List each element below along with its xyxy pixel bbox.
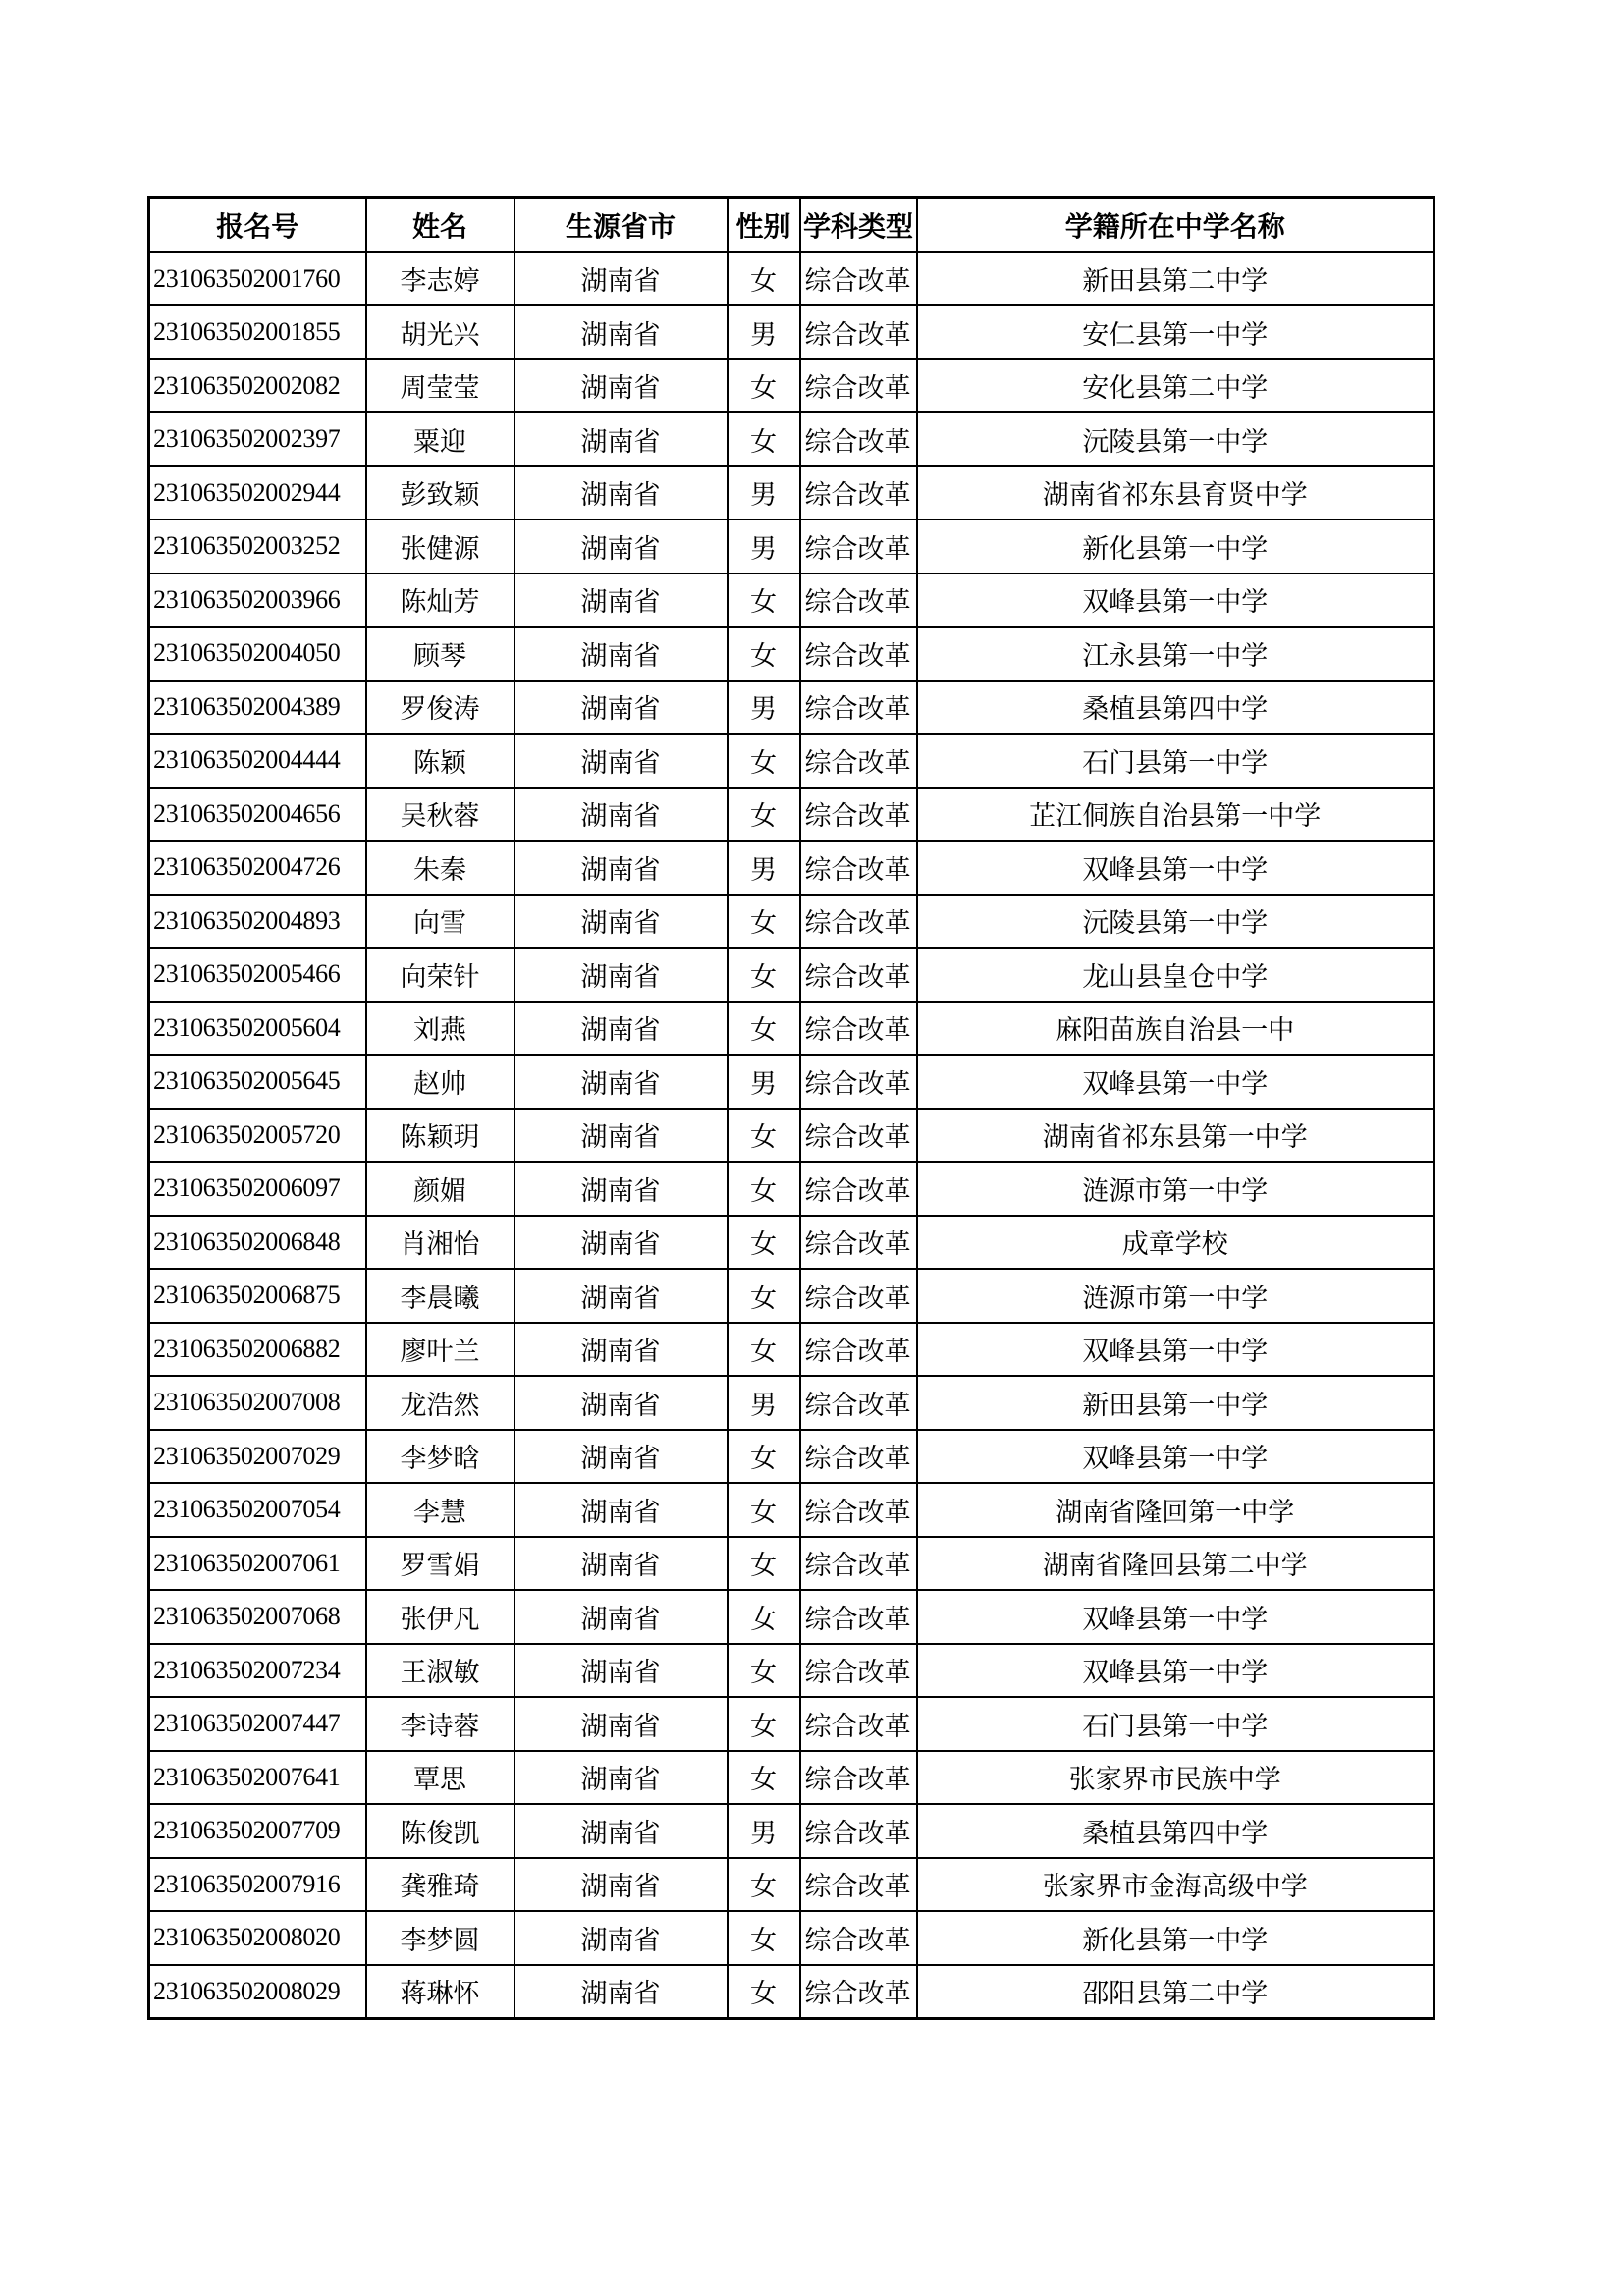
origin-province-cell: 湖南省	[514, 519, 728, 574]
gender-cell: 女	[728, 1644, 800, 1698]
school-name-cell: 成章学校	[917, 1216, 1435, 1270]
subject-type-cell: 综合改革	[800, 1162, 917, 1216]
registration-number-cell: 231063502007234	[149, 1644, 366, 1698]
origin-province-cell: 湖南省	[514, 1430, 728, 1484]
name-cell: 张健源	[366, 519, 514, 574]
origin-province-cell: 湖南省	[514, 1323, 728, 1377]
subject-type-cell: 综合改革	[800, 1055, 917, 1109]
origin-province-cell: 湖南省	[514, 1804, 728, 1858]
subject-type-cell: 综合改革	[800, 1323, 917, 1377]
name-cell: 刘燕	[366, 1002, 514, 1056]
origin-province-cell: 湖南省	[514, 895, 728, 949]
origin-province-cell: 湖南省	[514, 1162, 728, 1216]
gender-cell: 男	[728, 305, 800, 359]
table-row	[149, 519, 1435, 574]
registration-number-cell: 231063502004389	[149, 681, 366, 735]
subject-type-cell: 综合改革	[800, 1430, 917, 1484]
registration-number-cell: 231063502007029	[149, 1430, 366, 1484]
admission-list-table	[147, 196, 1435, 2020]
header-origin-province: 生源省市	[514, 198, 728, 252]
school-name-cell: 新化县第一中学	[917, 519, 1435, 574]
school-name-cell: 涟源市第一中学	[917, 1162, 1435, 1216]
registration-number-cell: 231063502004893	[149, 895, 366, 949]
header-registration-number: 报名号	[149, 198, 366, 252]
table-row	[149, 841, 1435, 895]
table-row	[149, 305, 1435, 359]
school-name-cell: 安化县第二中学	[917, 359, 1435, 413]
school-name-cell: 安仁县第一中学	[917, 305, 1435, 359]
name-cell: 陈颖玥	[366, 1109, 514, 1163]
subject-type-cell: 综合改革	[800, 252, 917, 306]
table-header	[149, 198, 1435, 252]
table-row	[149, 1911, 1435, 1965]
registration-number-cell: 231063502006875	[149, 1269, 366, 1323]
subject-type-cell: 综合改革	[800, 895, 917, 949]
origin-province-cell: 湖南省	[514, 1216, 728, 1270]
school-name-cell: 麻阳苗族自治县一中	[917, 1002, 1435, 1056]
subject-type-cell: 综合改革	[800, 1804, 917, 1858]
subject-type-cell: 综合改革	[800, 1858, 917, 1912]
origin-province-cell: 湖南省	[514, 466, 728, 520]
name-cell: 赵帅	[366, 1055, 514, 1109]
gender-cell: 女	[728, 1858, 800, 1912]
table-body	[149, 252, 1435, 2019]
name-cell: 顾琴	[366, 627, 514, 681]
gender-cell: 女	[728, 1002, 800, 1056]
school-name-cell: 湖南省祁东县第一中学	[917, 1109, 1435, 1163]
registration-number-cell: 231063502001760	[149, 252, 366, 306]
registration-number-cell: 231063502006848	[149, 1216, 366, 1270]
gender-cell: 女	[728, 1965, 800, 2019]
table-row	[149, 1269, 1435, 1323]
gender-cell: 男	[728, 841, 800, 895]
origin-province-cell: 湖南省	[514, 1858, 728, 1912]
name-cell: 李晨曦	[366, 1269, 514, 1323]
table-row	[149, 1644, 1435, 1698]
subject-type-cell: 综合改革	[800, 574, 917, 628]
registration-number-cell: 231063502008020	[149, 1911, 366, 1965]
name-cell: 朱秦	[366, 841, 514, 895]
table-row	[149, 1590, 1435, 1644]
subject-type-cell: 综合改革	[800, 681, 917, 735]
school-name-cell: 桑植县第四中学	[917, 681, 1435, 735]
header-subject-type: 学科类型	[800, 198, 917, 252]
school-name-cell: 张家界市民族中学	[917, 1751, 1435, 1805]
subject-type-cell: 综合改革	[800, 788, 917, 842]
gender-cell: 女	[728, 734, 800, 788]
subject-type-cell: 综合改革	[800, 948, 917, 1002]
subject-type-cell: 综合改革	[800, 1590, 917, 1644]
school-name-cell: 湖南省祁东县育贤中学	[917, 466, 1435, 520]
registration-number-cell: 231063502004444	[149, 734, 366, 788]
school-name-cell: 桑植县第四中学	[917, 1804, 1435, 1858]
subject-type-cell: 综合改革	[800, 1965, 917, 2019]
table-row	[149, 466, 1435, 520]
subject-type-cell: 综合改革	[800, 519, 917, 574]
table-row	[149, 1697, 1435, 1751]
origin-province-cell: 湖南省	[514, 1055, 728, 1109]
table-row	[149, 1537, 1435, 1591]
name-cell: 李志婷	[366, 252, 514, 306]
registration-number-cell: 231063502007916	[149, 1858, 366, 1912]
subject-type-cell: 综合改革	[800, 1002, 917, 1056]
origin-province-cell: 湖南省	[514, 1002, 728, 1056]
table-row	[149, 1162, 1435, 1216]
origin-province-cell: 湖南省	[514, 1965, 728, 2019]
table-row	[149, 252, 1435, 306]
name-cell: 张伊凡	[366, 1590, 514, 1644]
subject-type-cell: 综合改革	[800, 1269, 917, 1323]
table-row	[149, 359, 1435, 413]
origin-province-cell: 湖南省	[514, 305, 728, 359]
name-cell: 陈颖	[366, 734, 514, 788]
name-cell: 蒋琳怀	[366, 1965, 514, 2019]
gender-cell: 男	[728, 1055, 800, 1109]
registration-number-cell: 231063502004726	[149, 841, 366, 895]
name-cell: 粟迎	[366, 412, 514, 466]
subject-type-cell: 综合改革	[800, 1376, 917, 1430]
table-row	[149, 1858, 1435, 1912]
registration-number-cell: 231063502002944	[149, 466, 366, 520]
registration-number-cell: 231063502007008	[149, 1376, 366, 1430]
registration-number-cell: 231063502004050	[149, 627, 366, 681]
gender-cell: 女	[728, 1751, 800, 1805]
school-name-cell: 新化县第一中学	[917, 1911, 1435, 1965]
subject-type-cell: 综合改革	[800, 1216, 917, 1270]
table-row	[149, 627, 1435, 681]
origin-province-cell: 湖南省	[514, 574, 728, 628]
name-cell: 陈俊凯	[366, 1804, 514, 1858]
gender-cell: 女	[728, 574, 800, 628]
origin-province-cell: 湖南省	[514, 1644, 728, 1698]
origin-province-cell: 湖南省	[514, 1697, 728, 1751]
subject-type-cell: 综合改革	[800, 1697, 917, 1751]
table-row	[149, 1430, 1435, 1484]
subject-type-cell: 综合改革	[800, 1751, 917, 1805]
school-name-cell: 石门县第一中学	[917, 734, 1435, 788]
school-name-cell: 湖南省隆回县第二中学	[917, 1537, 1435, 1591]
name-cell: 廖叶兰	[366, 1323, 514, 1377]
subject-type-cell: 综合改革	[800, 627, 917, 681]
school-name-cell: 张家界市金海高级中学	[917, 1858, 1435, 1912]
name-cell: 周莹莹	[366, 359, 514, 413]
origin-province-cell: 湖南省	[514, 1590, 728, 1644]
name-cell: 胡光兴	[366, 305, 514, 359]
table-row	[149, 1323, 1435, 1377]
name-cell: 罗雪娟	[366, 1537, 514, 1591]
registration-number-cell: 231063502007447	[149, 1697, 366, 1751]
subject-type-cell: 综合改革	[800, 734, 917, 788]
name-cell: 李梦晗	[366, 1430, 514, 1484]
gender-cell: 女	[728, 1323, 800, 1377]
school-name-cell: 双峰县第一中学	[917, 1590, 1435, 1644]
gender-cell: 男	[728, 681, 800, 735]
table-row	[149, 788, 1435, 842]
school-name-cell: 沅陵县第一中学	[917, 412, 1435, 466]
subject-type-cell: 综合改革	[800, 1537, 917, 1591]
school-name-cell: 芷江侗族自治县第一中学	[917, 788, 1435, 842]
registration-number-cell: 231063502007068	[149, 1590, 366, 1644]
school-name-cell: 石门县第一中学	[917, 1697, 1435, 1751]
gender-cell: 女	[728, 788, 800, 842]
origin-province-cell: 湖南省	[514, 1911, 728, 1965]
school-name-cell: 涟源市第一中学	[917, 1269, 1435, 1323]
gender-cell: 女	[728, 1162, 800, 1216]
gender-cell: 男	[728, 1376, 800, 1430]
gender-cell: 女	[728, 359, 800, 413]
gender-cell: 女	[728, 1269, 800, 1323]
origin-province-cell: 湖南省	[514, 1376, 728, 1430]
header-row	[149, 198, 1435, 252]
subject-type-cell: 综合改革	[800, 412, 917, 466]
school-name-cell: 邵阳县第二中学	[917, 1965, 1435, 2019]
gender-cell: 女	[728, 627, 800, 681]
gender-cell: 女	[728, 252, 800, 306]
registration-number-cell: 231063502001855	[149, 305, 366, 359]
gender-cell: 女	[728, 1537, 800, 1591]
registration-number-cell: 231063502006097	[149, 1162, 366, 1216]
name-cell: 龙浩然	[366, 1376, 514, 1430]
name-cell: 覃思	[366, 1751, 514, 1805]
table-row	[149, 574, 1435, 628]
school-name-cell: 双峰县第一中学	[917, 1055, 1435, 1109]
gender-cell: 男	[728, 519, 800, 574]
school-name-cell: 双峰县第一中学	[917, 574, 1435, 628]
name-cell: 王淑敏	[366, 1644, 514, 1698]
registration-number-cell: 231063502002082	[149, 359, 366, 413]
origin-province-cell: 湖南省	[514, 1537, 728, 1591]
origin-province-cell: 湖南省	[514, 1751, 728, 1805]
name-cell: 吴秋蓉	[366, 788, 514, 842]
header-name: 姓名	[366, 198, 514, 252]
origin-province-cell: 湖南省	[514, 412, 728, 466]
registration-number-cell: 231063502007061	[149, 1537, 366, 1591]
header-gender: 性别	[728, 198, 800, 252]
registration-number-cell: 231063502005604	[149, 1002, 366, 1056]
table-row	[149, 948, 1435, 1002]
gender-cell: 女	[728, 1430, 800, 1484]
table-row	[149, 1216, 1435, 1270]
name-cell: 向雪	[366, 895, 514, 949]
registration-number-cell: 231063502002397	[149, 412, 366, 466]
gender-cell: 女	[728, 412, 800, 466]
school-name-cell: 江永县第一中学	[917, 627, 1435, 681]
gender-cell: 女	[728, 1697, 800, 1751]
table-row	[149, 1751, 1435, 1805]
origin-province-cell: 湖南省	[514, 788, 728, 842]
registration-number-cell: 231063502005645	[149, 1055, 366, 1109]
registration-number-cell: 231063502005720	[149, 1109, 366, 1163]
registration-number-cell: 231063502006882	[149, 1323, 366, 1377]
registration-number-cell: 231063502007709	[149, 1804, 366, 1858]
origin-province-cell: 湖南省	[514, 681, 728, 735]
gender-cell: 女	[728, 1911, 800, 1965]
registration-number-cell: 231063502007641	[149, 1751, 366, 1805]
gender-cell: 女	[728, 1590, 800, 1644]
name-cell: 陈灿芳	[366, 574, 514, 628]
school-name-cell: 双峰县第一中学	[917, 841, 1435, 895]
school-name-cell: 双峰县第一中学	[917, 1644, 1435, 1698]
name-cell: 颜媚	[366, 1162, 514, 1216]
registration-number-cell: 231063502008029	[149, 1965, 366, 2019]
gender-cell: 女	[728, 1483, 800, 1537]
origin-province-cell: 湖南省	[514, 252, 728, 306]
name-cell: 罗俊涛	[366, 681, 514, 735]
table-row	[149, 1965, 1435, 2019]
school-name-cell: 沅陵县第一中学	[917, 895, 1435, 949]
subject-type-cell: 综合改革	[800, 1483, 917, 1537]
gender-cell: 女	[728, 1216, 800, 1270]
name-cell: 向荣针	[366, 948, 514, 1002]
origin-province-cell: 湖南省	[514, 1269, 728, 1323]
origin-province-cell: 湖南省	[514, 627, 728, 681]
table-row	[149, 412, 1435, 466]
school-name-cell: 新田县第一中学	[917, 1376, 1435, 1430]
subject-type-cell: 综合改革	[800, 359, 917, 413]
origin-province-cell: 湖南省	[514, 1109, 728, 1163]
table-row	[149, 1109, 1435, 1163]
school-name-cell: 湖南省隆回第一中学	[917, 1483, 1435, 1537]
table-row	[149, 1055, 1435, 1109]
subject-type-cell: 综合改革	[800, 305, 917, 359]
subject-type-cell: 综合改革	[800, 466, 917, 520]
gender-cell: 男	[728, 466, 800, 520]
origin-province-cell: 湖南省	[514, 841, 728, 895]
registration-number-cell: 231063502007054	[149, 1483, 366, 1537]
registration-number-cell: 231063502003252	[149, 519, 366, 574]
school-name-cell: 新田县第二中学	[917, 252, 1435, 306]
table-row	[149, 1483, 1435, 1537]
registration-number-cell: 231063502005466	[149, 948, 366, 1002]
table-row	[149, 1002, 1435, 1056]
subject-type-cell: 综合改革	[800, 841, 917, 895]
origin-province-cell: 湖南省	[514, 734, 728, 788]
subject-type-cell: 综合改革	[800, 1911, 917, 1965]
gender-cell: 女	[728, 895, 800, 949]
origin-province-cell: 湖南省	[514, 359, 728, 413]
school-name-cell: 双峰县第一中学	[917, 1323, 1435, 1377]
origin-province-cell: 湖南省	[514, 1483, 728, 1537]
name-cell: 龚雅琦	[366, 1858, 514, 1912]
name-cell: 李梦圆	[366, 1911, 514, 1965]
registration-number-cell: 231063502003966	[149, 574, 366, 628]
origin-province-cell: 湖南省	[514, 948, 728, 1002]
name-cell: 李慧	[366, 1483, 514, 1537]
name-cell: 彭致颖	[366, 466, 514, 520]
table-row	[149, 1804, 1435, 1858]
header-school-name: 学籍所在中学名称	[917, 198, 1435, 252]
gender-cell: 女	[728, 1109, 800, 1163]
registration-number-cell: 231063502004656	[149, 788, 366, 842]
subject-type-cell: 综合改革	[800, 1644, 917, 1698]
school-name-cell: 龙山县皇仓中学	[917, 948, 1435, 1002]
table-row	[149, 734, 1435, 788]
name-cell: 李诗蓉	[366, 1697, 514, 1751]
subject-type-cell: 综合改革	[800, 1109, 917, 1163]
school-name-cell: 双峰县第一中学	[917, 1430, 1435, 1484]
table-row	[149, 1376, 1435, 1430]
gender-cell: 男	[728, 1804, 800, 1858]
gender-cell: 女	[728, 948, 800, 1002]
table-row	[149, 681, 1435, 735]
name-cell: 肖湘怡	[366, 1216, 514, 1270]
table-row	[149, 895, 1435, 949]
